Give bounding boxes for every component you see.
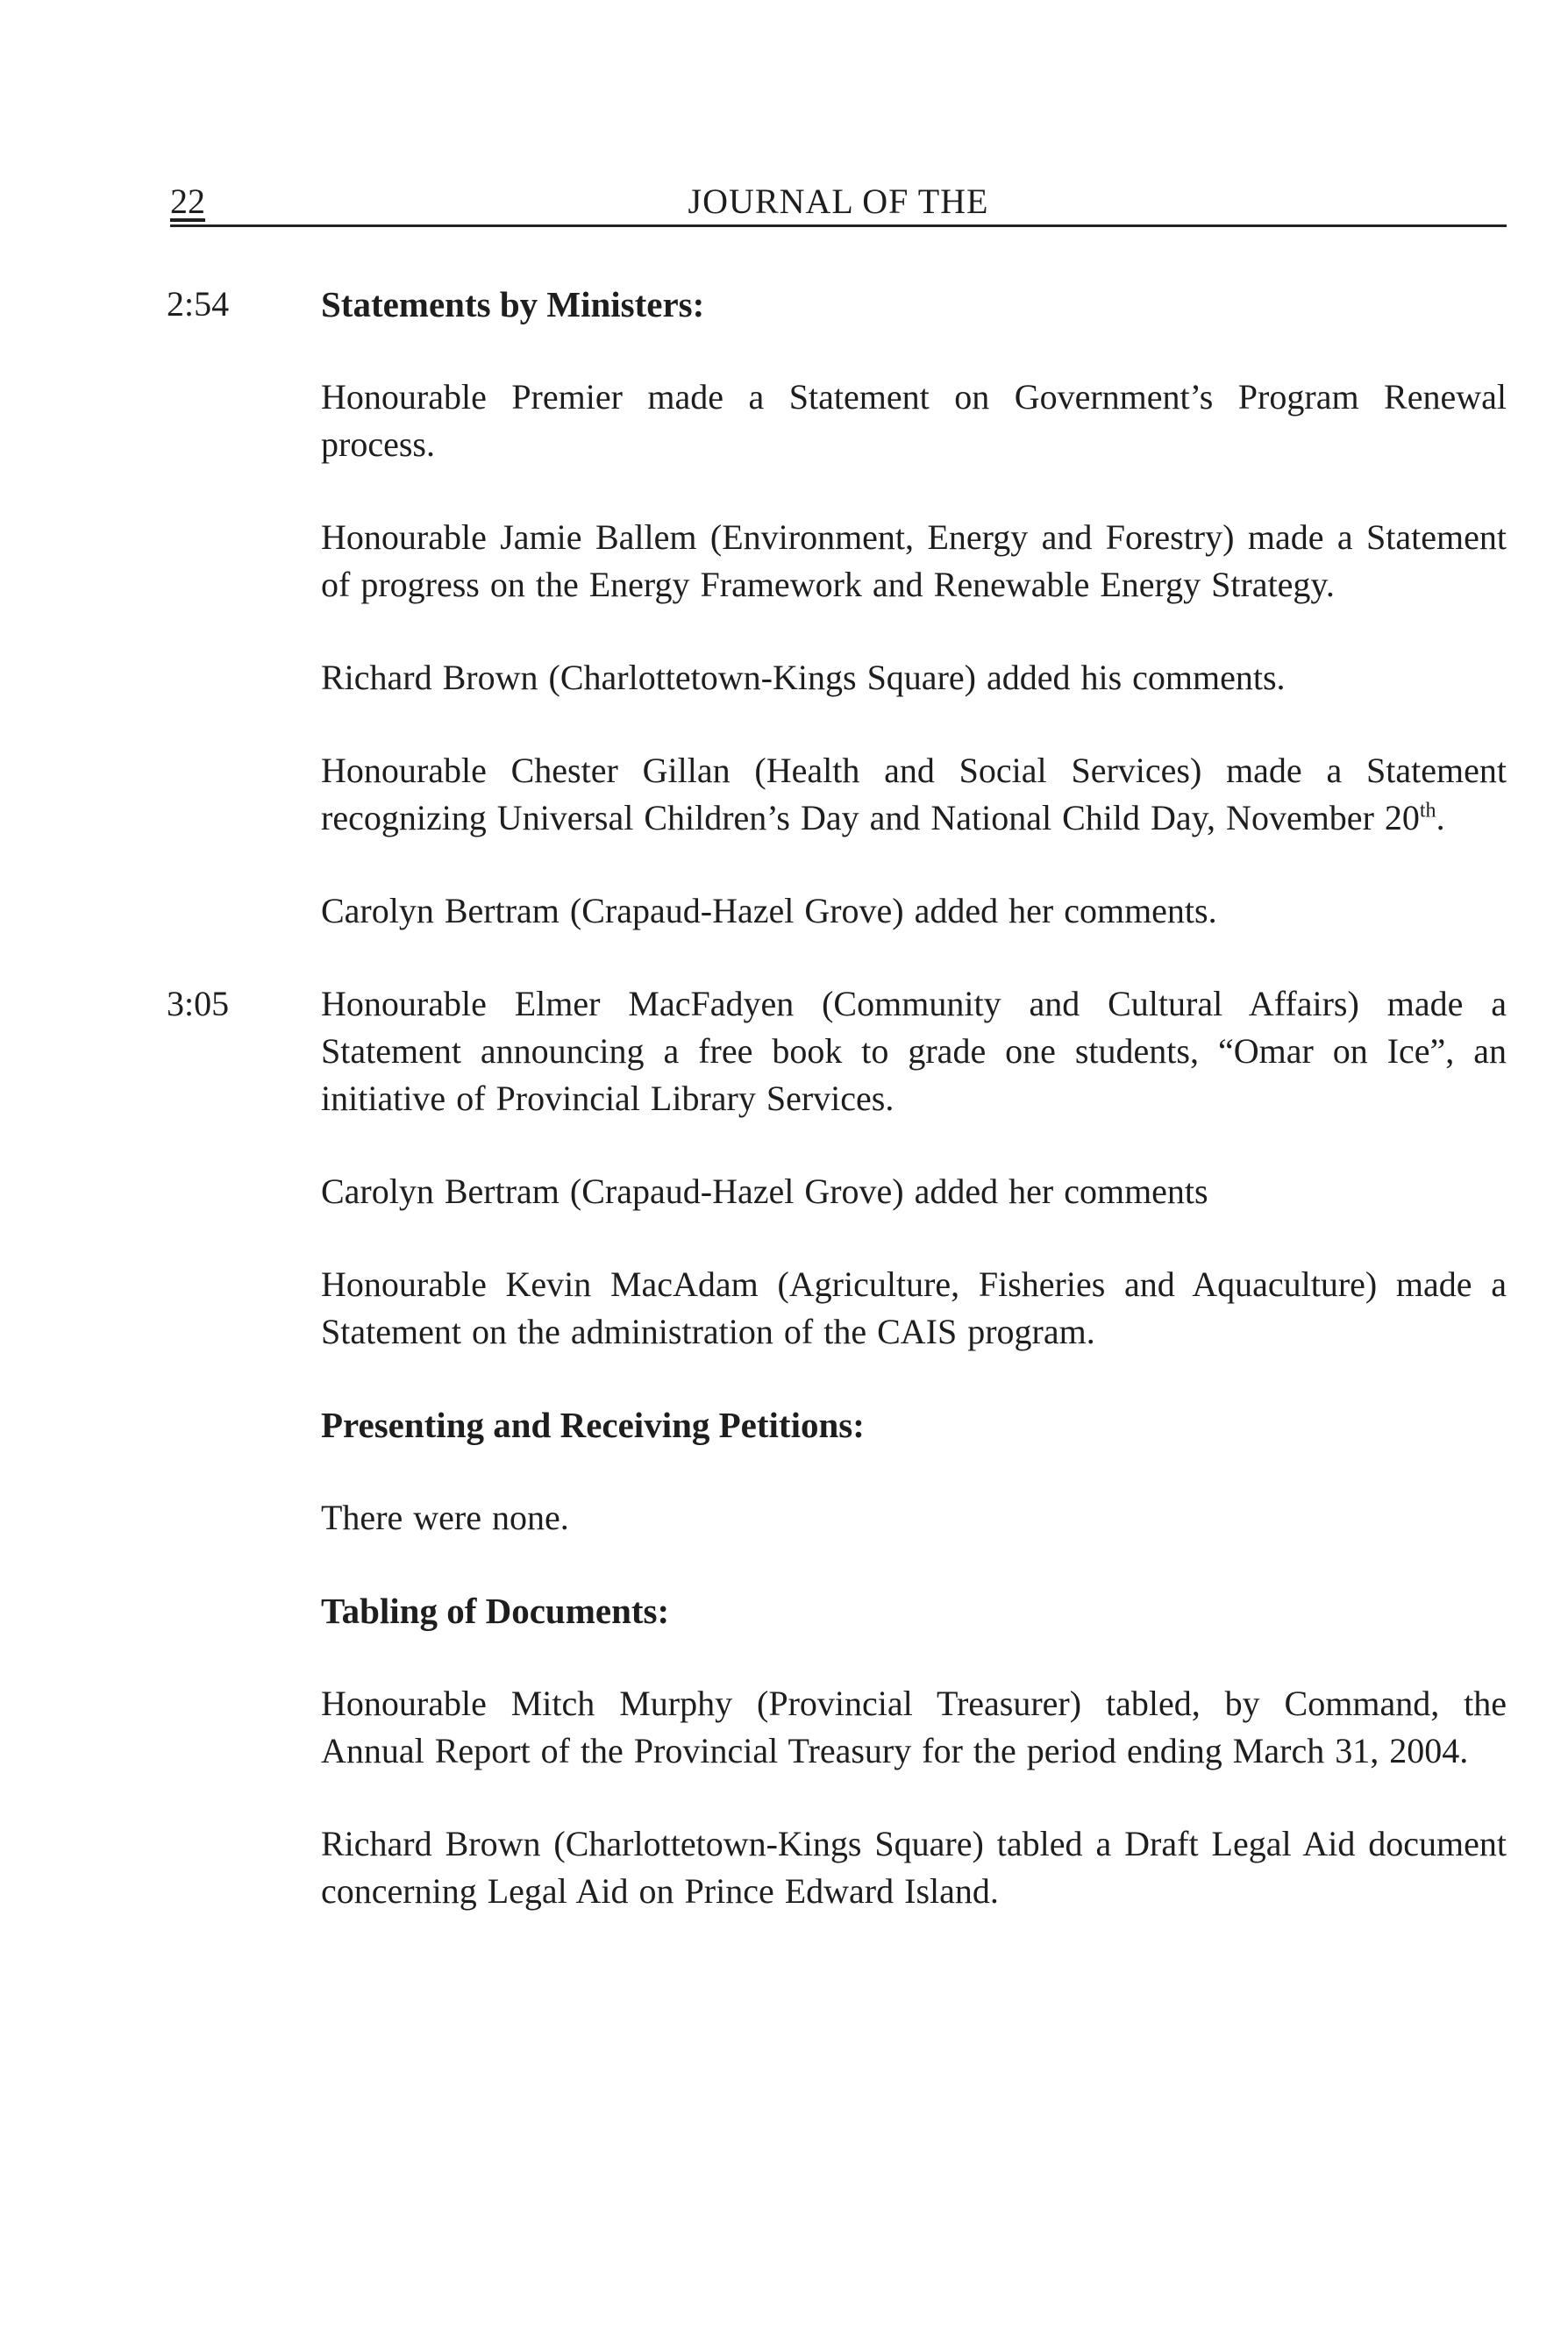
journal-entry (321, 887, 1507, 935)
journal-entry (167, 980, 1507, 1122)
journal-entry (321, 654, 1507, 702)
journal-entry (321, 1168, 1507, 1215)
entry-text (321, 747, 1507, 842)
ordinal-suffix: th (1419, 799, 1436, 823)
page-header (170, 179, 1507, 227)
statements-by-ministers-heading-entry (167, 281, 1507, 328)
journal-entry (321, 374, 1507, 468)
journal-entry (321, 1820, 1507, 1915)
entry-text: Carolyn Bertram (Crapaud-Hazel Grove) added her comments. (321, 891, 1217, 930)
journal-body (0, 281, 1568, 1961)
journal-entry (321, 1494, 1507, 1542)
time-stamp: 3:05 (167, 984, 230, 1023)
journal-entry (321, 1261, 1507, 1356)
entry-text: There were none. (321, 1498, 569, 1537)
entry-text-end: . (1436, 798, 1445, 837)
running-title: JOURNAL OF THE (688, 182, 989, 221)
entry-text-main: Honourable Chester Gillan (Health and Social Services) made a Statement recognizing Universal Children’s Day and National Child Day, November 20 (321, 751, 1507, 837)
entry-text: Richard Brown (Charlottetown-Kings Square) tabled a Draft Legal Aid document concerning Legal Aid on Prince Edward Island. (321, 1824, 1507, 1911)
tabling-heading-entry (321, 1587, 1507, 1634)
entry-text: Honourable Mitch Murphy (Provincial Treasurer) tabled, by Command, the Annual Report of the Provincial Treasury for the period ending March 31, 2004. (321, 1684, 1507, 1770)
entry-text: Carolyn Bertram (Crapaud-Hazel Grove) added her comments (321, 1172, 1208, 1211)
entry-text: Richard Brown (Charlottetown-Kings Square) added his comments. (321, 658, 1286, 697)
entry-text: Honourable Premier made a Statement on Government’s Program Renewal process. (321, 377, 1507, 464)
section-heading: Statements by Ministers: (321, 284, 705, 324)
time-stamp: 2:54 (167, 284, 230, 324)
entry-text: Honourable Kevin MacAdam (Agriculture, Fisheries and Aquaculture) made a Statement on the administration of the CAIS program. (321, 1264, 1507, 1351)
journal-entry (321, 747, 1507, 842)
section-heading: Presenting and Receiving Petitions: (321, 1405, 865, 1445)
journal-entry (321, 514, 1507, 609)
petitions-heading-entry (321, 1401, 1507, 1449)
entry-text: Honourable Elmer MacFadyen (Community and Cultural Affairs) made a Statement announcing a free book to grade one students, “Omar on Ice”, an initiative of Provincial Library Services. (321, 984, 1507, 1118)
entry-text: Honourable Jamie Ballem (Environment, Energy and Forestry) made a Statement of progress on the Energy Framework and Renewable Energy Strategy. (321, 517, 1507, 604)
section-heading: Tabling of Documents: (321, 1591, 670, 1631)
journal-entry (321, 1680, 1507, 1775)
page-number: 22 (170, 182, 205, 221)
